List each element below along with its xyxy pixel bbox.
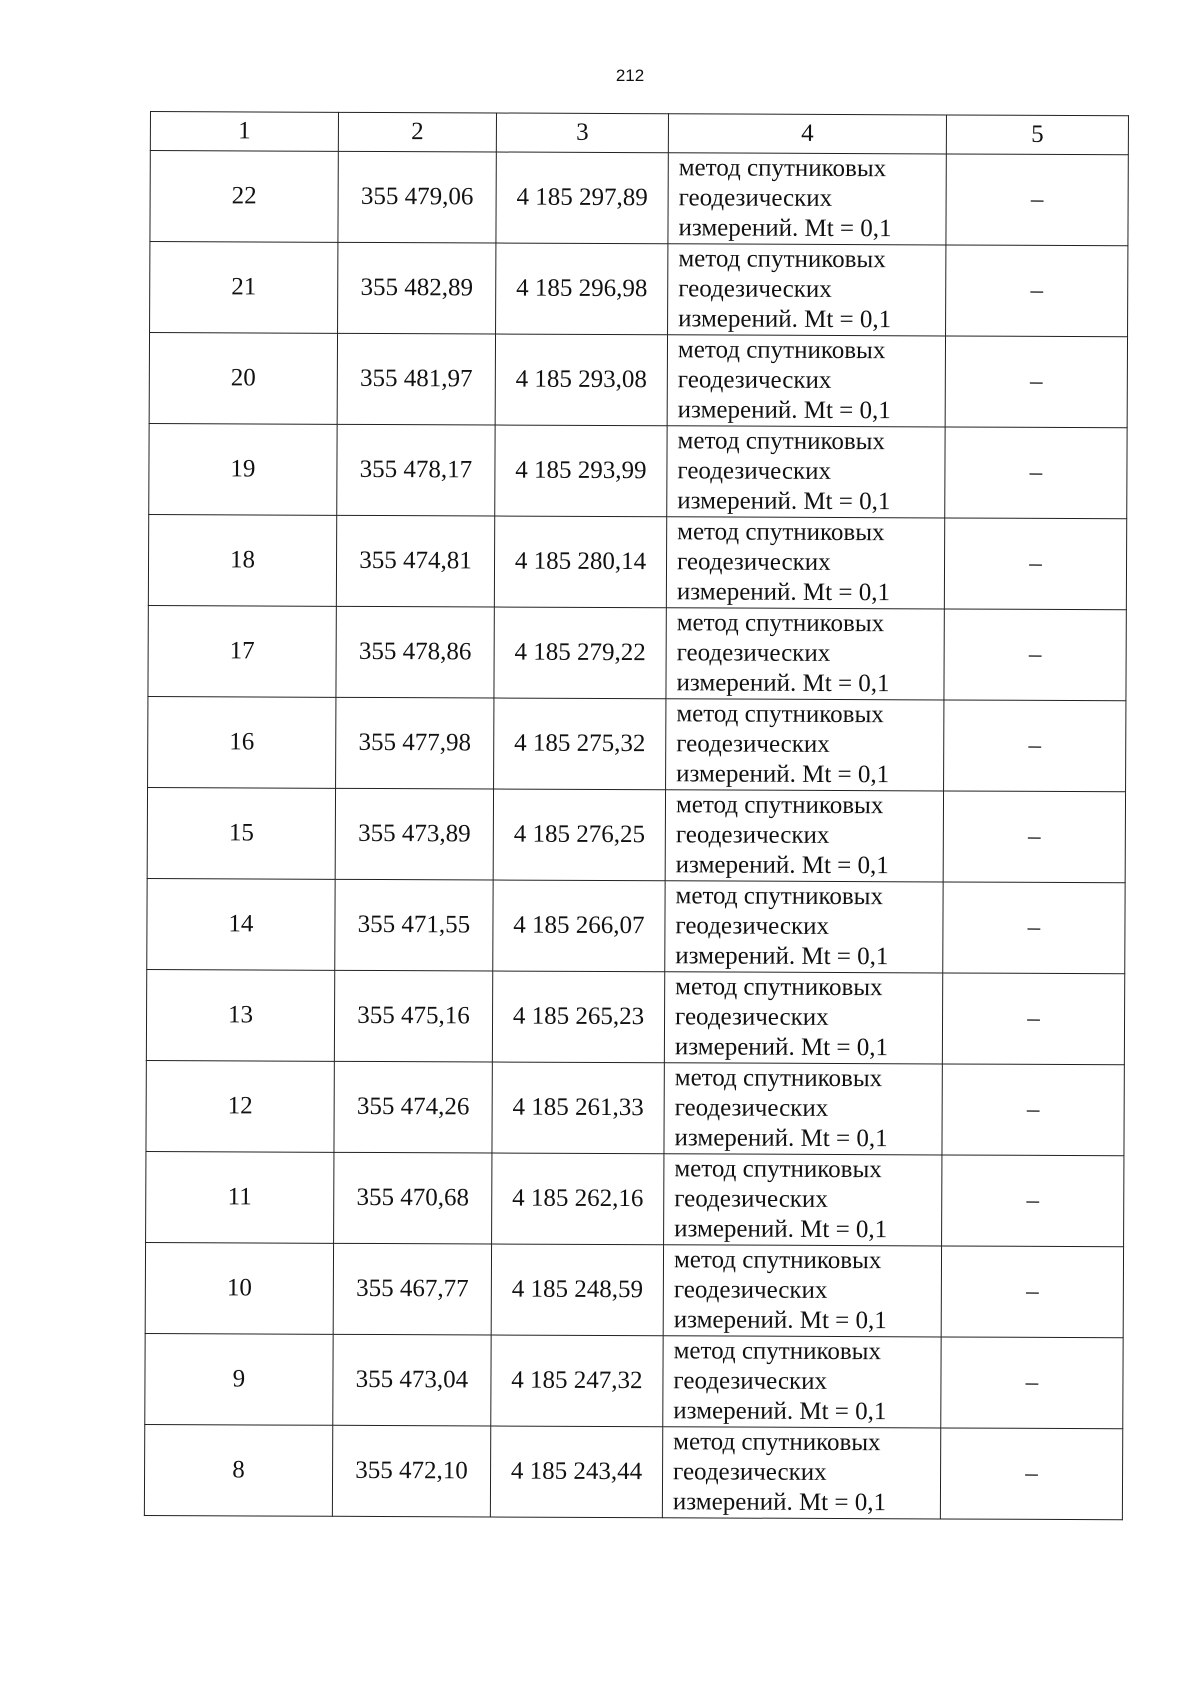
method-line: метод спутниковых — [677, 427, 886, 456]
x-coordinate-cell: 355 482,89 — [338, 242, 496, 334]
y-coordinate-cell: 4 185 247,32 — [491, 1335, 663, 1427]
method-line: измерений. Mt = 0,1 — [673, 1397, 887, 1426]
method-line: метод спутниковых — [677, 518, 885, 547]
table-row — [146, 1060, 1124, 1155]
note-cell: – — [941, 1337, 1123, 1429]
y-coordinate-cell: 4 185 275,32 — [494, 698, 666, 790]
point-number-cell: 11 — [146, 1151, 334, 1243]
method-line: метод спутниковых — [673, 1337, 882, 1366]
column-header-3: 3 — [496, 113, 668, 153]
x-coordinate-cell: 355 473,89 — [335, 788, 493, 880]
method-line: метод спутниковых — [675, 882, 884, 911]
method-cell — [666, 699, 944, 791]
note-cell: – — [942, 1155, 1124, 1247]
table-row — [146, 969, 1124, 1064]
method-cell — [664, 1063, 942, 1155]
method-line: измерений. Mt = 0,1 — [676, 669, 890, 698]
table-row — [149, 423, 1127, 518]
method-line: метод спутниковых — [675, 791, 884, 820]
method-line: геодезических — [675, 912, 830, 940]
note-cell: – — [943, 882, 1125, 974]
method-line: измерений. Mt = 0,1 — [676, 578, 891, 607]
method-line: измерений. Mt = 0,1 — [678, 214, 892, 243]
point-number-cell: 19 — [149, 423, 337, 515]
x-coordinate-cell: 355 474,26 — [334, 1061, 492, 1153]
y-coordinate-cell: 4 185 262,16 — [492, 1153, 664, 1245]
table-row — [150, 151, 1128, 246]
table-row — [144, 1424, 1122, 1519]
method-cell — [667, 335, 945, 427]
table-body — [144, 151, 1128, 1520]
method-cell — [668, 244, 946, 336]
x-coordinate-cell: 355 473,04 — [333, 1334, 491, 1426]
point-number-cell: 8 — [144, 1424, 332, 1516]
point-number-cell: 18 — [148, 514, 336, 606]
note-cell: – — [946, 245, 1128, 337]
point-number-cell: 16 — [148, 696, 336, 788]
table-row — [149, 333, 1127, 428]
table-row — [146, 1151, 1124, 1246]
method-line: геодезических — [674, 1094, 829, 1122]
x-coordinate-cell: 355 478,17 — [337, 424, 495, 516]
method-cell — [664, 1154, 942, 1246]
y-coordinate-cell: 4 185 297,89 — [496, 152, 668, 244]
method-line: метод спутниковых — [676, 609, 885, 638]
method-cell — [665, 881, 943, 973]
note-cell: – — [942, 973, 1124, 1065]
method-line: геодезических — [677, 366, 832, 394]
table-row — [150, 242, 1128, 337]
point-number-cell: 9 — [145, 1333, 333, 1425]
table-row — [148, 696, 1126, 791]
point-number-cell: 21 — [150, 242, 338, 334]
point-number-cell: 12 — [146, 1060, 334, 1152]
coordinates-table — [144, 111, 1129, 1520]
method-line: измерений. Mt = 0,1 — [677, 487, 891, 516]
method-cell — [662, 1427, 940, 1519]
method-cell — [665, 790, 943, 882]
y-coordinate-cell: 4 185 261,33 — [492, 1062, 664, 1154]
table-row — [147, 787, 1125, 882]
note-cell: – — [941, 1246, 1123, 1338]
method-line: геодезических — [674, 1003, 829, 1031]
method-line: геодезических — [673, 1276, 828, 1304]
x-coordinate-cell: 355 470,68 — [334, 1152, 492, 1244]
note-cell: – — [942, 1064, 1124, 1156]
method-line: измерений. Mt = 0,1 — [676, 760, 890, 789]
method-line: геодезических — [676, 548, 831, 576]
table-row — [147, 878, 1125, 973]
method-line: геодезических — [673, 1367, 828, 1395]
x-coordinate-cell: 355 475,16 — [334, 970, 492, 1062]
point-number-cell: 22 — [150, 151, 338, 243]
method-line: измерений. Mt = 0,1 — [678, 305, 892, 334]
method-line: геодезических — [673, 1458, 827, 1486]
method-line: геодезических — [676, 639, 831, 667]
point-number-cell: 10 — [145, 1242, 333, 1334]
method-line: геодезических — [677, 457, 832, 485]
column-header-5: 5 — [946, 115, 1128, 155]
point-number-cell: 15 — [147, 787, 335, 879]
y-coordinate-cell: 4 185 266,07 — [493, 880, 665, 972]
method-line: геодезических — [674, 1185, 828, 1213]
x-coordinate-cell: 355 478,86 — [336, 606, 494, 698]
method-cell — [668, 153, 946, 245]
method-line: измерений. Mt = 0,1 — [677, 396, 891, 425]
x-coordinate-cell: 355 477,98 — [336, 697, 494, 789]
x-coordinate-cell: 355 467,77 — [333, 1243, 491, 1335]
method-cell — [666, 517, 944, 609]
method-cell — [666, 608, 944, 700]
method-line: метод спутниковых — [678, 154, 887, 183]
method-line: метод спутниковых — [673, 1246, 882, 1275]
method-line: измерений. Mt = 0,1 — [674, 1215, 888, 1244]
y-coordinate-cell: 4 185 280,14 — [494, 516, 666, 608]
method-cell — [663, 1245, 941, 1337]
note-cell: – — [944, 518, 1126, 610]
method-line: метод спутниковых — [677, 336, 886, 365]
note-cell: – — [940, 1428, 1122, 1520]
y-coordinate-cell: 4 185 279,22 — [494, 607, 666, 699]
point-number-cell: 14 — [147, 878, 335, 970]
x-coordinate-cell: 355 479,06 — [338, 151, 496, 243]
method-line: измерений. Mt = 0,1 — [672, 1488, 887, 1517]
method-line: метод спутниковых — [674, 1155, 882, 1184]
table-row — [145, 1242, 1123, 1337]
method-line: метод спутниковых — [678, 245, 886, 274]
table-row — [148, 514, 1126, 609]
note-cell: – — [943, 791, 1125, 883]
table-header-row — [150, 112, 1128, 155]
y-coordinate-cell: 4 185 293,08 — [495, 334, 667, 426]
table-row — [145, 1333, 1123, 1428]
method-line: геодезических — [676, 730, 830, 758]
method-cell — [664, 972, 942, 1064]
note-cell: – — [946, 154, 1128, 246]
column-header-4: 4 — [668, 114, 946, 154]
method-line: измерений. Mt = 0,1 — [675, 942, 889, 971]
method-line: измерений. Mt = 0,1 — [674, 1124, 888, 1153]
method-line: метод спутниковых — [674, 1064, 883, 1093]
table-row — [148, 605, 1126, 700]
method-line: метод спутниковых — [676, 700, 884, 729]
note-cell: – — [944, 700, 1126, 792]
point-number-cell: 17 — [148, 605, 336, 697]
point-number-cell: 20 — [149, 333, 337, 425]
y-coordinate-cell: 4 185 293,99 — [495, 425, 667, 517]
method-line: геодезических — [678, 275, 832, 303]
x-coordinate-cell: 355 481,97 — [337, 333, 495, 425]
method-cell — [667, 426, 945, 518]
column-header-2: 2 — [338, 112, 496, 152]
method-line: геодезических — [678, 184, 833, 212]
y-coordinate-cell: 4 185 248,59 — [491, 1244, 663, 1336]
x-coordinate-cell: 355 471,55 — [335, 879, 493, 971]
x-coordinate-cell: 355 472,10 — [332, 1425, 490, 1517]
y-coordinate-cell: 4 185 296,98 — [496, 243, 668, 335]
note-cell: – — [945, 336, 1127, 428]
method-line: измерений. Mt = 0,1 — [673, 1306, 887, 1335]
method-cell — [663, 1336, 941, 1428]
note-cell: – — [945, 427, 1127, 519]
y-coordinate-cell: 4 185 243,44 — [490, 1426, 662, 1518]
y-coordinate-cell: 4 185 276,25 — [493, 789, 665, 881]
point-number-cell: 13 — [146, 969, 334, 1061]
method-line: метод спутниковых — [673, 1428, 881, 1457]
page-number: 212 — [615, 66, 645, 85]
x-coordinate-cell: 355 474,81 — [336, 515, 494, 607]
column-header-1: 1 — [150, 112, 338, 152]
method-line: геодезических — [675, 821, 830, 849]
method-line: измерений. Mt = 0,1 — [675, 851, 889, 880]
method-line: измерений. Mt = 0,1 — [674, 1033, 889, 1062]
y-coordinate-cell: 4 185 265,23 — [492, 971, 664, 1063]
note-cell: – — [944, 609, 1126, 701]
method-line: метод спутниковых — [675, 973, 883, 1002]
